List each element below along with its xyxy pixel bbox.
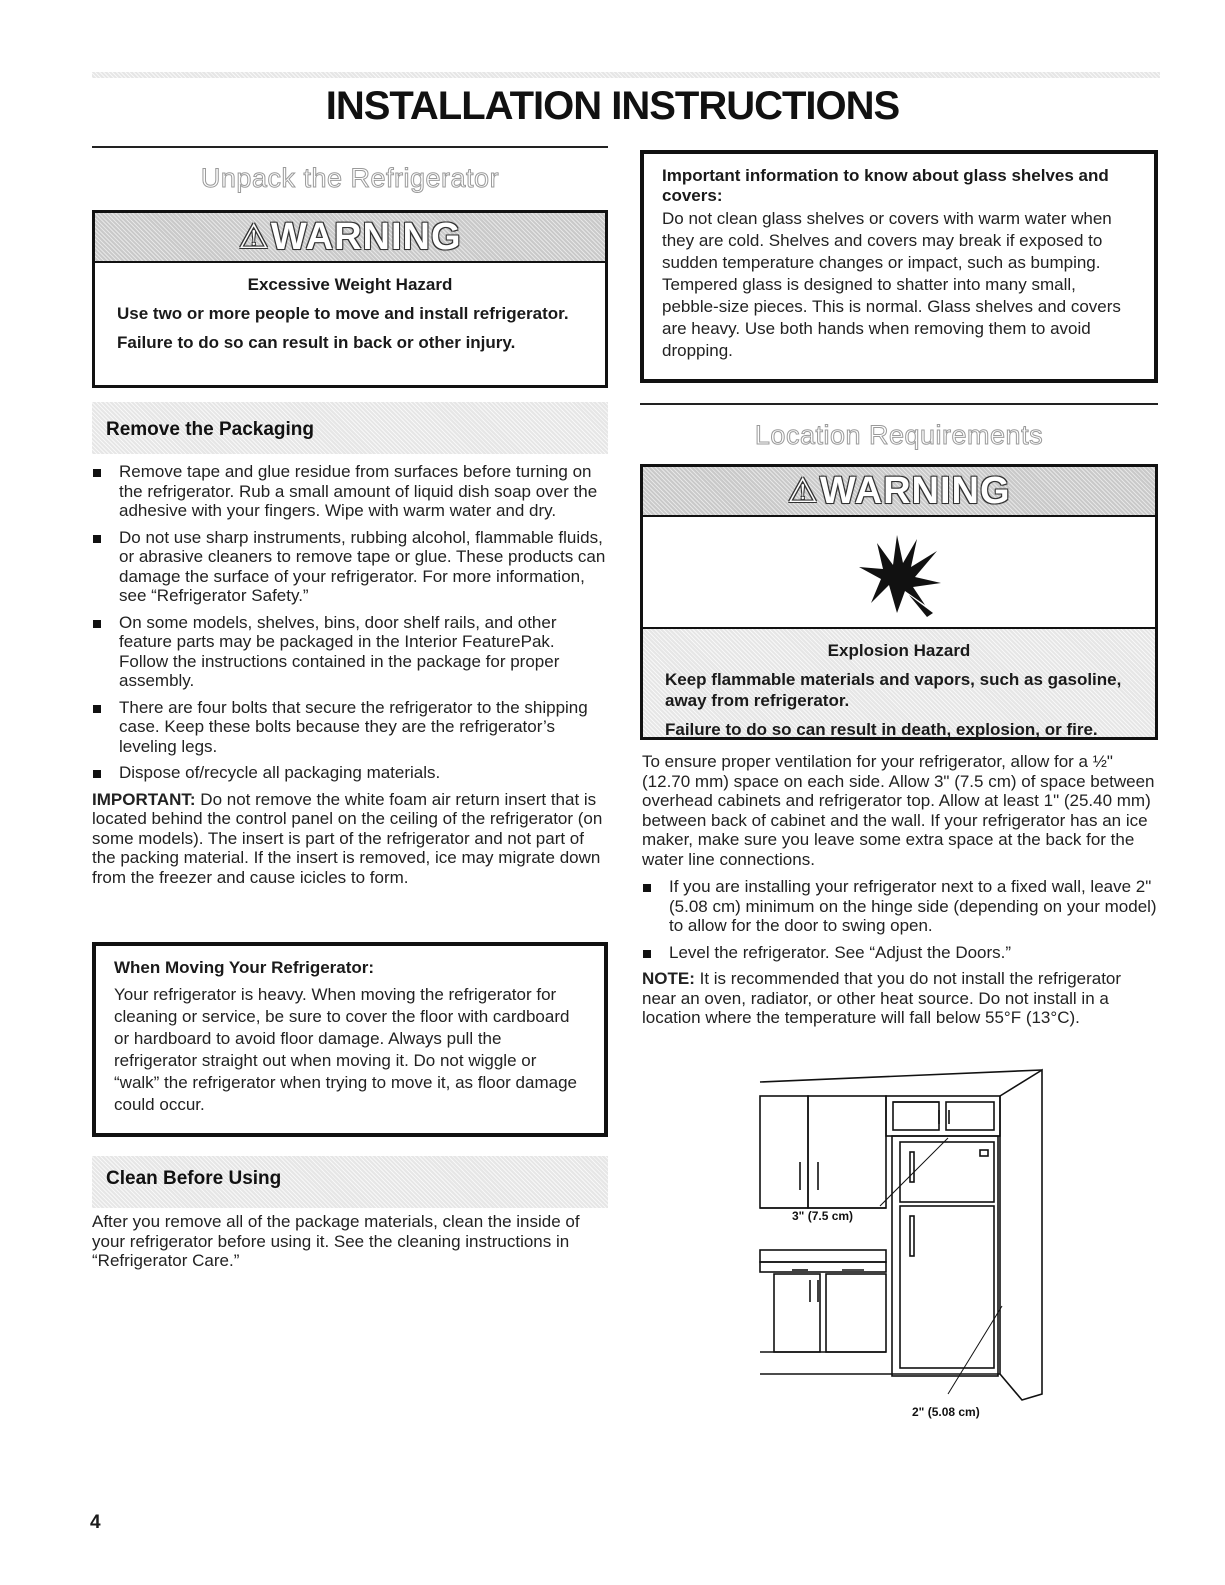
explosion-icon: [849, 521, 949, 621]
hazard-title: Excessive Weight Hazard: [247, 275, 453, 294]
page-title: INSTALLATION INSTRUCTIONS: [325, 84, 900, 128]
warning-triangle-icon: ⚠: [238, 218, 269, 256]
list-item: There are four bolts that secure the refrigerator to the shipping case. Keep these bolts because they are the refrigerator’s leveling legs.: [92, 698, 606, 757]
warning-instruction: Keep flammable materials and vapors, such as gasoline, away from refrigerator.: [665, 670, 1122, 710]
header-band: [92, 72, 1160, 78]
info-title: Important information to know about glass shelves and covers:: [662, 166, 1109, 205]
hazard-symbol-panel: [643, 517, 1155, 629]
location-note: [642, 969, 1158, 1028]
note-label: NOTE:: [642, 969, 695, 988]
list-item: On some models, shelves, bins, door shelf rails, and other feature parts may be packaged in the Interior FeaturePak. Follow the instructions contained in the package for proper assembly.: [92, 613, 606, 691]
info-text: Your refrigerator is heavy. When moving the refrigerator for cleaning or service, be sure to cover the floor with cardboard or hardboard to avoid floor damage. Always pull the refrigerator straight out when moving it. Do not wiggle or “walk” the refrigerator when trying to move it, as floor damage could occur.: [114, 985, 577, 1114]
section-rule: [92, 146, 608, 148]
warning-signal-word: WARNING: [819, 469, 1011, 512]
warning-consequence: Failure to do so can result in back or other injury.: [117, 333, 516, 352]
section-heading-unpack: Unpack the Refrigerator: [200, 163, 500, 193]
important-text: Do not remove the white foam air return insert that is located behind the control panel on the ceiling of the refrigerator (on some models). The insert is part of the refrigerator and not part of the packing material. If the insert is removed, ice may migrate down from the freezer and cause icicles to form.: [92, 789, 603, 887]
location-body: [642, 752, 1158, 1028]
warning-instruction: Use two or more people to move and install refrigerator.: [117, 304, 569, 323]
hazard-title: Explosion Hazard: [827, 641, 971, 660]
dimension-label-bottom: 2" (5.08 cm): [912, 1405, 980, 1419]
subheading-clean: Clean Before Using: [106, 1168, 282, 1189]
warning-triangle-icon: ⚠: [787, 472, 818, 510]
info-box-moving: [92, 942, 608, 1137]
important-label: IMPORTANT:: [92, 789, 196, 809]
list-item: If you are installing your refrigerator next to a fixed wall, leave 2" (5.08 cm) minimum on the hinge side (depending on your model) to allow for the door to swing open.: [642, 877, 1158, 936]
important-note: [92, 790, 606, 888]
list-item: Level the refrigerator. See “Adjust the Doors.”: [642, 943, 1158, 963]
subheading-remove-packaging: Remove the Packaging: [106, 419, 315, 440]
dimension-label-top: 3" (7.5 cm): [792, 1209, 854, 1223]
info-text: Do not clean glass shelves or covers with warm water when they are cold. Shelves and covers may break if exposed to sudden temperature changes or impact, such as bumping. Tempered glass is designed to shatter into many small, pebble-size pieces. This is normal. Glass shelves and covers are heavy. Use both hands when removing them to avoid dropping.: [662, 209, 1121, 360]
location-bullet-list: [642, 877, 1158, 962]
page-number: 4: [90, 1512, 101, 1533]
list-item: Dispose of/recycle all packaging materials.: [92, 763, 606, 783]
warning-consequence: Failure to do so can result in death, explosion, or fire.: [665, 720, 1098, 739]
remove-packaging-body: [92, 462, 606, 887]
note-text: It is recommended that you do not install the refrigerator near an oven, radiator, or other heat source. Do not install in a location where the temperature will fall below 55°F (13°C).: [642, 969, 1122, 1027]
info-box-glass: [640, 150, 1158, 383]
list-item: Do not use sharp instruments, rubbing alcohol, flammable fluids, or abrasive cleaners to remove tape or glue. These products can damage the surface of your refrigerator. For more information, see “Refrigerator Safety.”: [92, 528, 606, 606]
section-heading-location: Location Requirements: [754, 420, 1044, 450]
warning-header: [95, 213, 605, 263]
location-intro: To ensure proper ventilation for your refrigerator, allow for a ½" (12.70 mm) space on each side. Allow 3" (7.5 cm) of space between overhead cabinets and refrigerator top. Allow at least 1" (25.40 mm) between back of cabinet and the wall. If your refrigerator has an ice maker, make sure you leave some extra space at the back for the water line connections.: [642, 752, 1155, 869]
warning-signal-word: WARNING: [270, 215, 462, 258]
warning-box-weight: [92, 210, 608, 388]
warning-box-explosion: [640, 464, 1158, 740]
warning-header: [643, 467, 1155, 517]
list-item: Remove tape and glue residue from surfaces before turning on the refrigerator. Rub a small amount of liquid dish soap over the adhesive with your fingers. Wipe with warm water and dry.: [92, 462, 606, 521]
section-rule: [640, 403, 1158, 405]
clean-body: After you remove all of the package materials, clean the inside of your refrigerator before using it. See the cleaning instructions in “Refrigerator Care.”: [92, 1212, 580, 1270]
packaging-bullet-list: [92, 462, 606, 783]
info-title: When Moving Your Refrigerator:: [114, 958, 375, 977]
installation-diagram: [752, 1066, 1062, 1426]
